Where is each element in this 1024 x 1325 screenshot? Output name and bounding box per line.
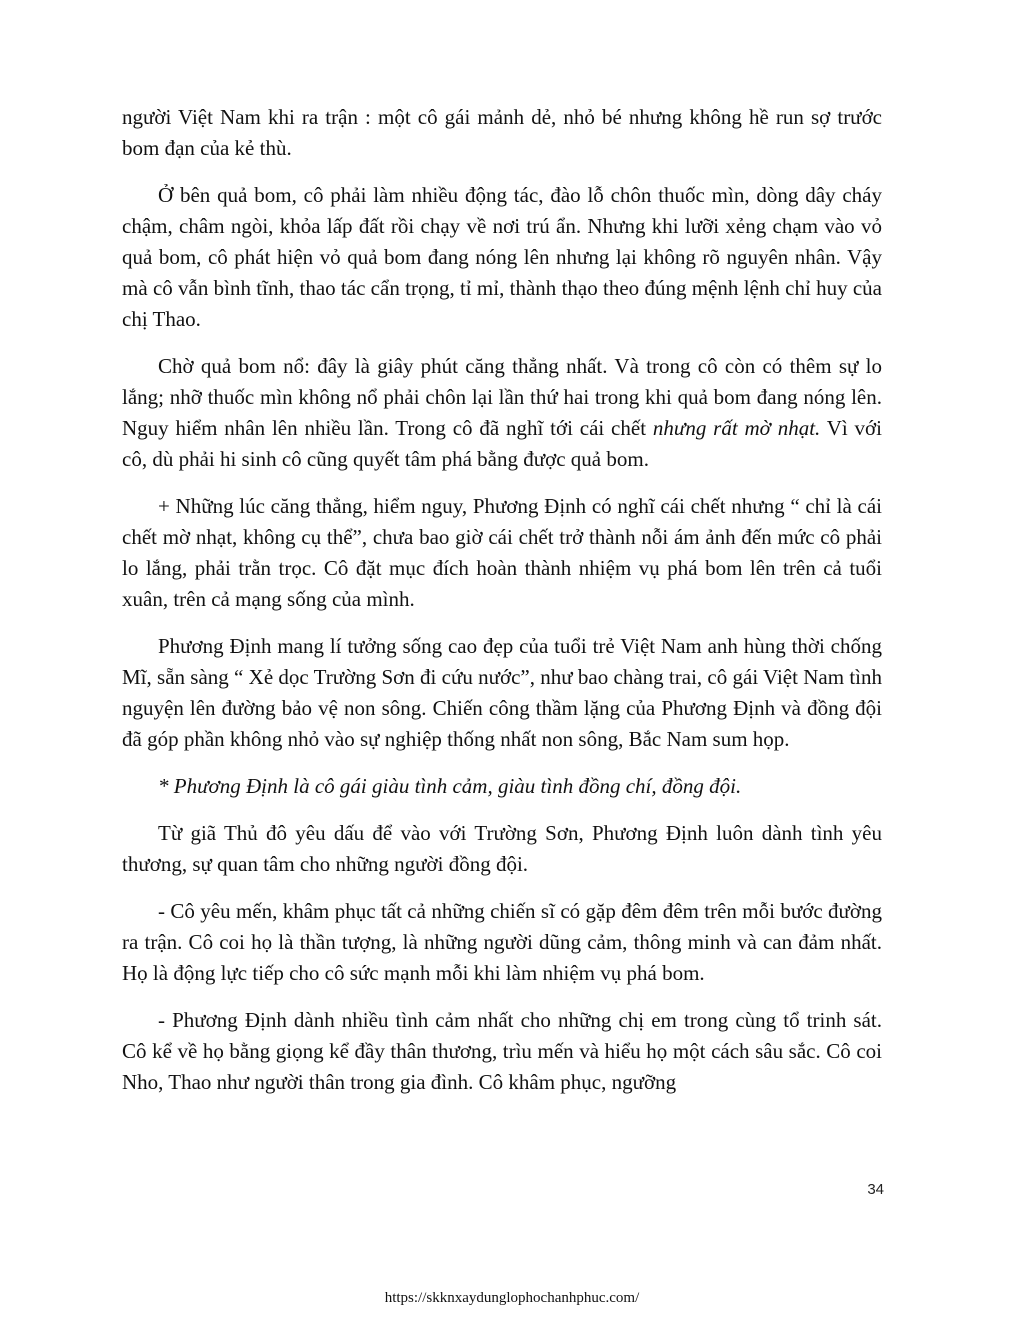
page-number: 34 [867, 1181, 884, 1198]
paragraph-3 [122, 491, 882, 615]
paragraph-text: Chờ quả bom nổ: đây là giây phút căng thẳng nhất. Và trong cô còn có thêm sự lo lắng; nhỡ thuốc mìn không nổ phải chôn lại lần thứ hai trong khi quả bom đang nóng lên. Nguy hiểm nhân lên nhiều lần. Trong cô đã nghĩ tới cái chết [122, 354, 882, 440]
paragraph-6 [122, 818, 882, 880]
page-body [122, 102, 882, 1114]
paragraph-text: Phương Định mang lí tưởng sống cao đẹp của tuổi trẻ Việt Nam anh hùng thời chống Mĩ, sẵn sàng “ Xẻ dọc Trường Sơn đi cứu nước”, như bao chàng trai, cô gái Việt Nam tình nguyện lên đường bảo vệ non sông. Chiến công thầm lặng của Phương Định và đồng đội đã góp phần không nhỏ vào sự nghiệp thống nhất non sông, Bắc Nam sum họp. [122, 634, 882, 751]
paragraph-text: - Phương Định dành nhiều tình cảm nhất cho những chị em trong cùng tổ trinh sát. Cô kể về họ bằng giọng kể đầy thân thương, trìu mến và hiểu họ một cách sâu sắc. Cô coi Nho, Thao như người thân trong gia đình. Cô khâm phục, ngưỡng [122, 1008, 882, 1094]
paragraph-7 [122, 896, 882, 989]
paragraph-text: + Những lúc căng thẳng, hiểm nguy, Phương Định có nghĩ cái chết nhưng “ chỉ là cái chết mờ nhạt, không cụ thể”, chưa bao giờ cái chết trở thành nỗi ám ảnh đến mức cô phải lo lắng, phải trằn trọc. Cô đặt mục đích hoàn thành nhiệm vụ phá bom lên trên cả tuổi xuân, trên cả mạng sống của mình. [122, 494, 882, 611]
heading-text: * Phương Định là cô gái giàu tình cảm, giàu tình đồng chí, đồng đội. [158, 774, 742, 798]
paragraph-text: Vì với cô, dù phải hi sinh cô cũng quyết tâm phá bằng được quả bom. [122, 416, 882, 471]
paragraph-text: Ở bên quả bom, cô phải làm nhiều động tác, đào lỗ chôn thuốc mìn, dòng dây cháy chậm, châm ngòi, khỏa lấp đất rồi chạy về nơi trú ẩn. Nhưng khi lưỡi xẻng chạm vào vỏ quả bom, cô phát hiện vỏ quả bom đang nóng lên nhưng lại không rõ nguyên nhân. Vậy mà cô vẫn bình tĩnh, thao tác cẩn trọng, tỉ mỉ, thành thạo theo đúng mệnh lệnh chỉ huy của chị Thao. [122, 183, 882, 331]
paragraph-4 [122, 631, 882, 755]
section-heading-italic [122, 771, 882, 802]
paragraph-0 [122, 102, 882, 164]
footer-url-link[interactable]: https://skknxaydunglophochanhphuc.com/ [384, 1290, 640, 1306]
italic-phrase: nhưng rất mờ nhạt. [652, 416, 821, 440]
paragraph-2 [122, 351, 882, 475]
paragraph-text: người Việt Nam khi ra trận : một cô gái mảnh dẻ, nhỏ bé nhưng không hề run sợ trước bom đạn của kẻ thù. [122, 105, 882, 160]
paragraph-text: - Cô yêu mến, khâm phục tất cả những chiến sĩ có gặp đêm đêm trên mỗi bước đường ra trận. Cô coi họ là thần tượng, là những người dũng cảm, thông minh và can đảm nhất. Họ là động lực tiếp cho cô sức mạnh mỗi khi làm nhiệm vụ phá bom. [122, 899, 882, 985]
paragraph-8 [122, 1005, 882, 1098]
paragraph-1 [122, 180, 882, 335]
paragraph-text: Từ giã Thủ đô yêu dấu để vào với Trường Sơn, Phương Định luôn dành tình yêu thương, sự quan tâm cho những người đồng đội. [122, 821, 882, 876]
